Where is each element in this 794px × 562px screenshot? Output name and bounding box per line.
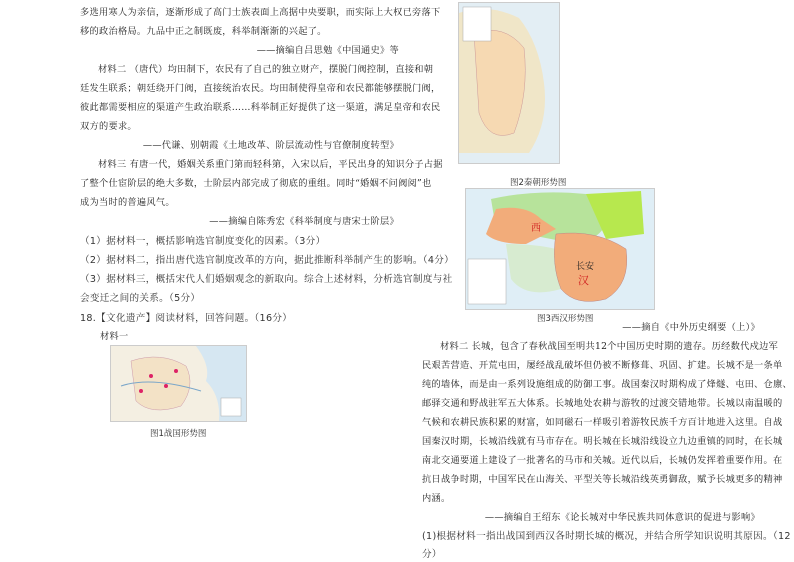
- qin-map: [458, 2, 560, 164]
- text-line: 双方的要求。: [80, 121, 137, 132]
- text-line: 多选用寒人为亲信，逐渐形成了高门士族表面上高据中央要职，而实际上大权已旁落下: [80, 7, 441, 18]
- text-line: 了整个仕宦阶层的绝大多数，士阶层内部完成了彻底的重组。同时“婚姻不问阀阅”也: [80, 178, 432, 189]
- text-line: 国秦汉时期，长城沿线就有马市存在。明长城在长城沿线设立九边重镇的同时，在长城: [422, 436, 783, 447]
- source-citation: ——代谦、别朝霞《土地改革、阶层流动性与官僚制度转型》: [142, 140, 399, 151]
- map-label-xi: 西: [531, 223, 541, 234]
- text-line: 南北交通要道上建设了一批著名的马市和关城。近代以后，长城仍发挥着重要作用。在: [422, 455, 783, 466]
- text-line: 纯的墙体，而是由一系列设施组成的防御工事。战国秦汉时期构成了烽燧、屯田、仓廪、: [422, 379, 793, 390]
- text-line: 材料二 长城，包含了春秋战国至明共12个中国历史时期的遗存。历经数代戍边军: [440, 341, 779, 352]
- text-line: 邮驿交通和野战驻军五大体系。长城地处农耕与游牧的过渡交错地带。长城以南温暖的: [422, 398, 783, 409]
- text-line: 材料二 （唐代）均田制下，农民有了自己的独立财产，摆脱门阀控制，直接和朝: [98, 64, 434, 75]
- text-line: 廷发生联系；朝廷绕开门阀，直接统治农民。均田制使得皇帝和农民都能够摆脱门阀，: [80, 83, 441, 94]
- text-line: 气候和农耕民族积累的财富，如同磁石一样吸引着游牧民族千方百计地进入这里。自战: [422, 417, 783, 428]
- figure-caption: 图1战国形势图: [150, 429, 207, 439]
- text-line: 材料三 有唐一代，婚姻关系重门第而轻科第，入宋以后，平民出身的知识分子占据: [98, 159, 443, 170]
- map-label-han: 汉: [578, 274, 589, 287]
- question-1: (1)根据材料一指出战国到西汉各时期长城的概况，并结合所学知识说明其原因。（12: [422, 531, 791, 542]
- source-citation: ——摘编自吕思勉《中国通史》等: [256, 45, 399, 56]
- text-line: 内涵。: [422, 493, 451, 504]
- text-line: 成为当时的普遍风气。: [80, 197, 175, 208]
- figure-caption: 图3西汉形势图: [537, 314, 594, 324]
- question-3: （3）据材料三，概括宋代人们婚姻观念的新取向。综合上述材料，分析选官制度与社: [80, 274, 453, 285]
- text-line: 移的政治格局。九品中正之制既废，科举制渐渐的兴起了。: [80, 26, 327, 37]
- question-2: （2）据材料二，指出唐代选官制度改革的方向，据此推断科举制产生的影响。（4分）: [80, 255, 455, 266]
- figure-caption: 图2秦朝形势图: [510, 178, 567, 188]
- map-label-changan: 长安: [576, 262, 595, 272]
- material-label: 材料一: [100, 331, 129, 342]
- question-1: （1）据材料一，概括影响选官制度变化的因素。（3分）: [80, 236, 326, 247]
- text-line: 彼此都需要相应的渠道产生政治联系……科举制正好提供了这一渠道，满足皇帝和农民: [80, 102, 441, 113]
- source-citation: ——摘自《中外历史纲要（上）》: [622, 322, 760, 333]
- source-citation: ——摘编自王绍东《论长城对中华民族共同体意识的促进与影响》: [484, 512, 760, 523]
- text-line: 民艰苦营造、开荒屯田，屡经战乱破坏但仍被不断修葺、巩固、扩建。长城不是一条单: [422, 360, 783, 371]
- western-han-map: [465, 188, 655, 310]
- question-18-heading: 18.【文化遗产】阅读材料，回答问题。（16分）: [80, 313, 293, 324]
- source-citation: ——摘编自陈秀宏《科举制度与唐宋士阶层》: [209, 216, 399, 227]
- warring-states-map: [110, 345, 247, 422]
- question-1-cont: 分）: [422, 549, 442, 560]
- question-3-cont: 会变迁之间的关系。（5分）: [80, 293, 201, 304]
- text-line: 抗日战争时期，中国军民在山海关、平型关等长城沿线英勇御敌，赋予长城更多的精神: [422, 474, 783, 485]
